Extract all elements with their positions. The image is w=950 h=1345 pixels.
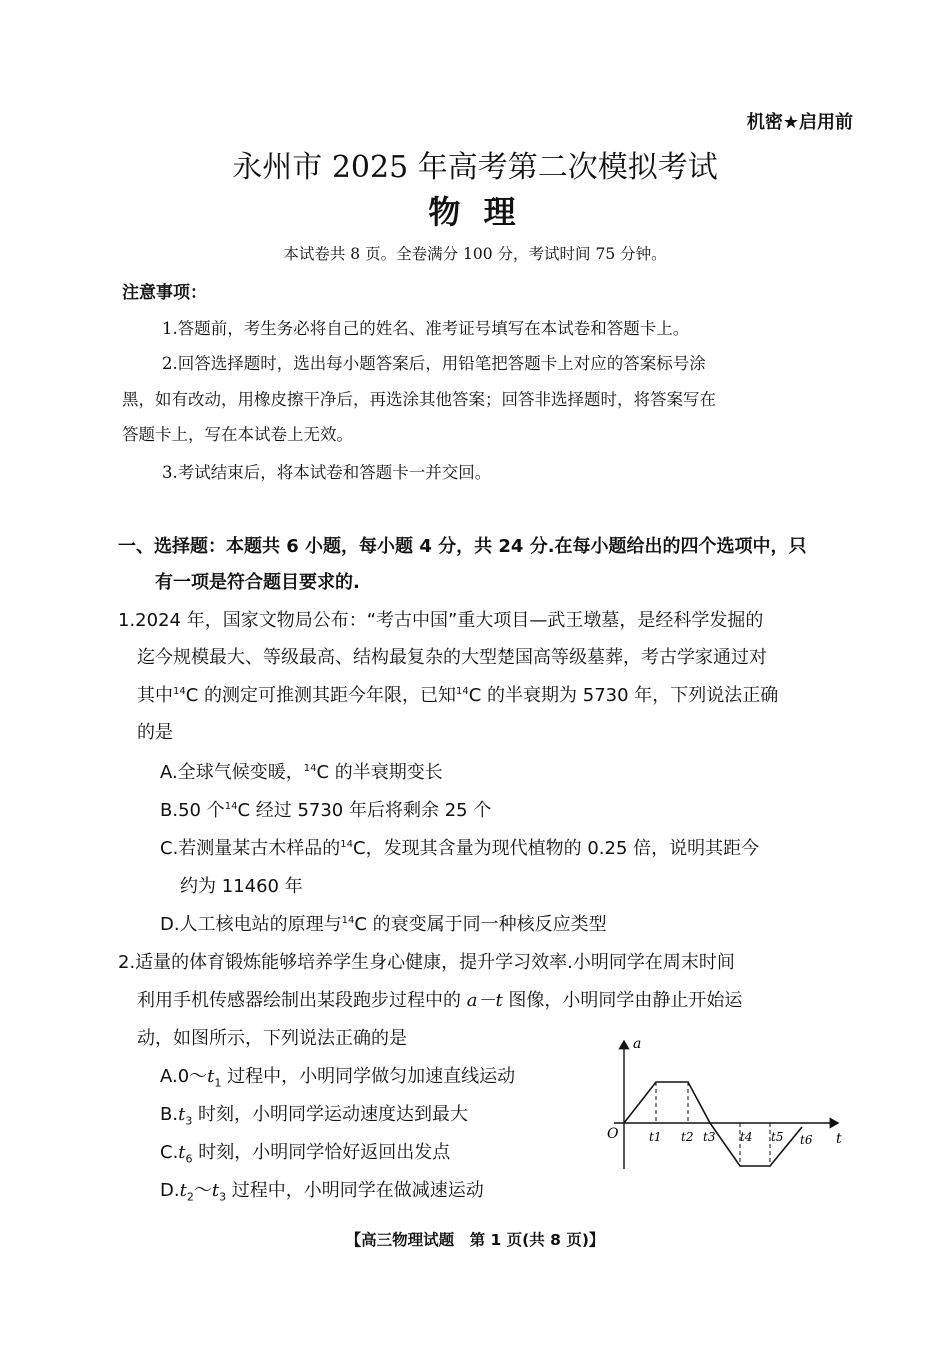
acceleration-curve (624, 1082, 802, 1166)
q2-option-a: $A.0\sim t_1$ 过程中，小明同学做匀加速直线运动 (160, 1066, 516, 1090)
q2-line-1: 2.适量的体育锻炼能够培养学生身心健康，提升学习效率.小明同学在周末时间 (118, 952, 735, 973)
notice-heading: 注意事项： (122, 283, 207, 303)
notice-item-2-line-2: 黑，如有改动，用橡皮擦干净后，再选涂其他答案；回答非选择题时，将答案写在 (122, 390, 716, 409)
q2-line-2: 利用手机传感器绘制出某段跑步过程中的 a－t 图像，小明同学由静止开始运 (137, 990, 743, 1011)
q1-line-1: 1.2024 年，国家文物局公布：“考古中国”重大项目—武王墩墓，是经科学发掘的 (118, 610, 764, 631)
notice-item-2-line-1: 2.回答选择题时，选出每小题答案后，用铅笔把答题卡上对应的答案标号涂 (162, 354, 706, 373)
q1-line-2: 迄今规模最大、等级最高、结构最复杂的大型楚国高等级墓葬，考古学家通过对 (137, 647, 767, 668)
t6-label: t6 (800, 1133, 813, 1147)
q2-option-b: $B.t_3$ 时刻，小明同学运动速度达到最大 (160, 1104, 469, 1128)
t1-label: t1 (649, 1130, 662, 1144)
q1-line-4: 的是 (137, 722, 173, 743)
q1-option-a: A.全球气候变暖，$^{14}$C 的半衰期变长 (160, 762, 443, 783)
q1-option-b: B.50 个$^{14}$C 经过 5730 年后将剩余 25 个 (160, 800, 492, 821)
subject-title: 物 理 (428, 193, 522, 231)
a-t-graph (600, 1035, 850, 1175)
q2-option-c: $C.t_6$ 时刻，小明同学恰好返回出发点 (160, 1142, 451, 1166)
t5-label: t5 (771, 1130, 784, 1144)
confidential-mark: 机密★启用前 (746, 112, 853, 133)
origin-label: O (607, 1126, 619, 1142)
q1-option-d: D.人工核电站的原理与$^{14}$C 的衰变属于同一种核反应类型 (160, 914, 607, 935)
exam-title: 永州市 2025 年高考第二次模拟考试 (232, 150, 718, 185)
q2-option-d: $D.t_2\sim t_3$ 过程中，小明同学在做减速运动 (160, 1180, 484, 1204)
t4-label: t4 (740, 1130, 753, 1144)
notice-item-1: 1.答题前，考生务必将自己的姓名、准考证号填写在本试卷和答题卡上。 (162, 319, 690, 338)
q1-option-c-line-2: 约为 11460 年 (180, 876, 303, 897)
notice-item-3: 3.考试结束后，将本试卷和答题卡一并交回。 (162, 463, 492, 482)
page-footer: 【高三物理试题 第 1 页(共 8 页)】 (345, 1231, 605, 1249)
t2-label: t2 (681, 1130, 694, 1144)
section-1-heading-line-1: 一、选择题：本题共 6 小题，每小题 4 分，共 24 分.在每小题给出的四个选项中，只 (118, 536, 807, 557)
x-axis-label: t (836, 1131, 842, 1147)
q2-line-3: 动，如图所示，下列说法正确的是 (137, 1028, 407, 1049)
exam-intro: 本试卷共 8 页。全卷满分 100 分，考试时间 75 分钟。 (283, 245, 667, 263)
notice-item-2-line-3: 答题卡上，写在本试卷上无效。 (122, 425, 353, 444)
section-1-heading-line-2: 有一项是符合题目要求的. (155, 572, 360, 593)
t3-label: t3 (703, 1130, 716, 1144)
q1-option-c: C.若测量某古木样品的$^{14}$C，发现其含量为现代植物的 0.25 倍，说明其距今 (160, 838, 760, 859)
y-axis-label: a (633, 1036, 642, 1052)
q1-line-3: 其中$^{14}$C 的测定可推测其距今年限，已知$^{14}$C 的半衰期为 5730 年，下列说法正确 (137, 685, 779, 706)
